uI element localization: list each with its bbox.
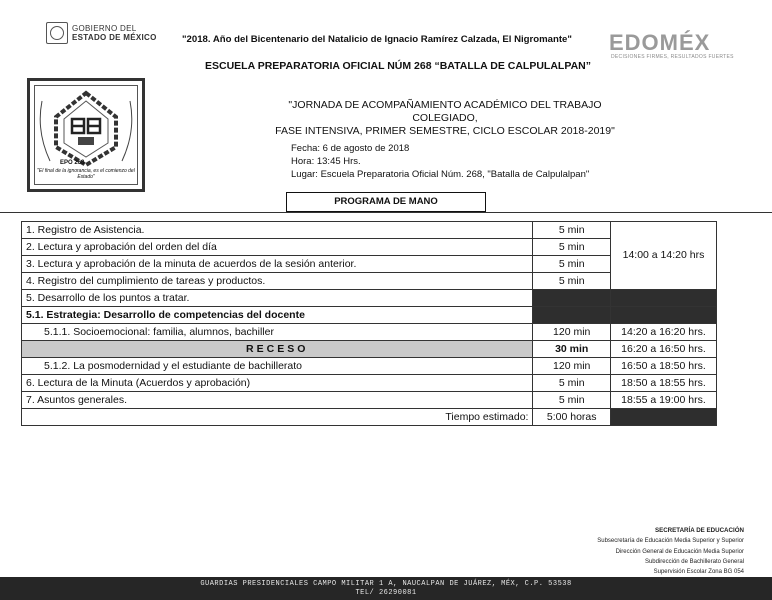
government-line-1: GOBIERNO DEL xyxy=(72,24,137,33)
event-place: Lugar: Escuela Preparatoria Oficial Núm. 268, "Batalla de Calpulalpan" xyxy=(291,169,590,180)
footer-line: Subsecretaría de Educación Media Superior y Superior xyxy=(597,538,744,545)
year-slogan: "2018. Año del Bicentenario del Natalicio de Ignacio Ramírez Calzada, El Nigromante" xyxy=(182,34,572,45)
event-date: Fecha: 6 de agosto de 2018 xyxy=(291,143,410,154)
table-row xyxy=(22,375,717,392)
edomex-tagline: DECISIONES FIRMES, RESULTADOS FUERTES xyxy=(611,54,734,60)
event-title xyxy=(258,99,632,138)
activity-cell: 5. Desarrollo de los puntos a tratar. xyxy=(22,290,533,307)
edomex-logo: EDOMÉX xyxy=(609,30,711,55)
duration-cell-blank xyxy=(533,290,611,307)
activity-cell: 2. Lectura y aprobación del orden del día xyxy=(22,239,533,256)
duration-cell: 5 min xyxy=(533,375,611,392)
time-cell: 14:20 a 16:20 hrs. xyxy=(610,324,716,341)
time-cell: 16:50 a 18:50 hrs. xyxy=(610,358,716,375)
government-line-2: ESTADO DE MÉXICO xyxy=(72,33,157,42)
time-cell-blank xyxy=(610,409,716,426)
table-row xyxy=(22,222,717,239)
phone-line: TEL/ 26290081 xyxy=(355,589,417,597)
activity-cell: 3. Lectura y aprobación de la minuta de acuerdos de la sesión anterior. xyxy=(22,256,533,273)
table-row-break xyxy=(22,341,717,358)
activity-cell: 5.1.2. La posmodernidad y el estudiante de bachillerato xyxy=(22,358,533,375)
event-info xyxy=(291,142,589,181)
total-label: Tiempo estimado: xyxy=(22,409,533,426)
divider xyxy=(0,212,772,213)
duration-cell: 30 min xyxy=(533,341,611,358)
activity-cell: 6. Lectura de la Minuta (Acuerdos y aprobación) xyxy=(22,375,533,392)
schedule-table xyxy=(21,221,717,426)
duration-cell: 5 min xyxy=(533,392,611,409)
footer-line: Dirección General de Educación Media Superior xyxy=(615,548,744,555)
footer-line: SECRETARÍA DE EDUCACIÓN xyxy=(654,527,744,534)
table-row xyxy=(22,358,717,375)
total-value: 5:00 horas xyxy=(533,409,611,426)
activity-cell: 5.1.1. Socioemocional: familia, alumnos, bachiller xyxy=(22,324,533,341)
duration-cell: 5 min xyxy=(533,273,611,290)
footer-line: Supervisión Escolar Zona BG 054 xyxy=(653,569,744,576)
activity-cell: RECESO xyxy=(22,341,533,358)
logo-motto: "El final de la ignorancia, es el comienzo del Estado" xyxy=(37,168,135,180)
address-line: GUARDIAS PRESIDENCIALES CAMPO MILITAR 1 A, NAUCALPAN DE JUÁREZ, MÉX, C.P. 53538 xyxy=(200,580,572,588)
footer-address xyxy=(0,580,772,598)
signature-block xyxy=(597,526,744,577)
program-title: PROGRAMA DE MANO xyxy=(286,192,486,212)
activity-cell: 5.1. Estrategia: Desarrollo de competencias del docente xyxy=(22,307,533,324)
time-cell: 14:00 a 14:20 hrs xyxy=(610,222,716,290)
time-cell: 18:55 a 19:00 hrs. xyxy=(610,392,716,409)
duration-cell: 120 min xyxy=(533,358,611,375)
duration-cell: 5 min xyxy=(533,239,611,256)
footer-bar xyxy=(0,577,772,600)
logo-school-code: EPO 268 xyxy=(60,160,85,166)
duration-cell-blank xyxy=(533,307,611,324)
table-row xyxy=(22,324,717,341)
government-seal-icon xyxy=(46,22,68,44)
event-title-line-2: FASE INTENSIVA, PRIMER SEMESTRE, CICLO ESCOLAR 2018-2019" xyxy=(275,125,615,137)
duration-cell: 5 min xyxy=(533,256,611,273)
table-row xyxy=(22,290,717,307)
activity-cell: 1. Registro de Asistencia. xyxy=(22,222,533,239)
activity-cell: 4. Registro del cumplimiento de tareas y productos. xyxy=(22,273,533,290)
table-row-total xyxy=(22,409,717,426)
activity-cell: 7. Asuntos generales. xyxy=(22,392,533,409)
time-cell-blank xyxy=(610,290,716,307)
table-row xyxy=(22,307,717,324)
time-cell: 16:20 a 16:50 hrs. xyxy=(610,341,716,358)
government-name xyxy=(72,24,157,42)
event-title-line-1: "JORNADA DE ACOMPAÑAMIENTO ACADÉMICO DEL TRABAJO COLEGIADO, xyxy=(288,99,602,124)
duration-cell: 120 min xyxy=(533,324,611,341)
table-row xyxy=(22,392,717,409)
event-time: Hora: 13:45 Hrs. xyxy=(291,156,361,167)
school-name: ESCUELA PREPARATORIA OFICIAL NÚM 268 “BATALLA DE CALPULALPAN” xyxy=(205,60,591,72)
time-cell-blank xyxy=(610,307,716,324)
duration-cell: 5 min xyxy=(533,222,611,239)
time-cell: 18:50 a 18:55 hrs. xyxy=(610,375,716,392)
footer-line: Subdirección de Bachillerato General xyxy=(644,558,744,565)
